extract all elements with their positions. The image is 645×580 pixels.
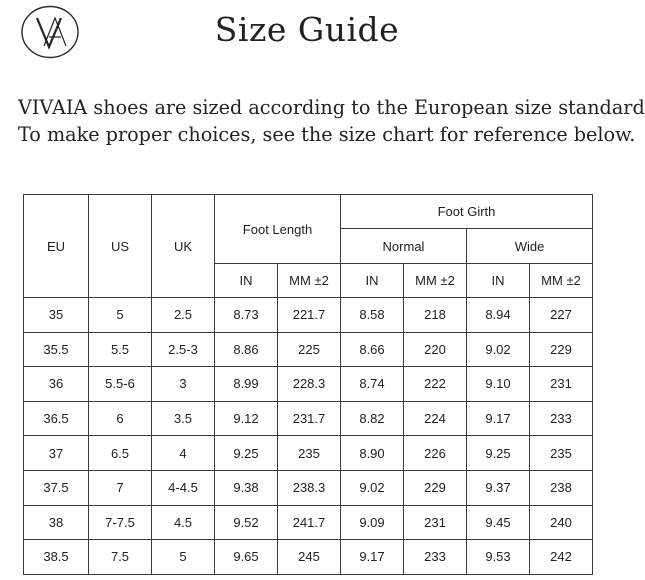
cell-us: 7-7.5 — [89, 505, 152, 540]
cell-normal-mm: 231 — [404, 505, 467, 540]
header-normal-mm: MM ±2 — [404, 264, 467, 298]
cell-wide-mm: 240 — [530, 505, 593, 540]
cell-wide-in: 9.53 — [467, 540, 530, 575]
cell-wide-in: 9.17 — [467, 401, 530, 436]
table-row — [24, 540, 593, 575]
cell-us: 5.5-6 — [89, 367, 152, 402]
cell-eu: 36 — [24, 367, 89, 402]
cell-eu: 38.5 — [24, 540, 89, 575]
cell-uk: 2.5-3 — [152, 332, 215, 367]
cell-length-mm: 225 — [278, 332, 341, 367]
cell-uk: 3.5 — [152, 401, 215, 436]
cell-us: 7.5 — [89, 540, 152, 575]
header-eu: EU — [24, 195, 89, 298]
cell-uk: 3 — [152, 367, 215, 402]
cell-length-in: 9.38 — [215, 470, 278, 505]
cell-eu: 37 — [24, 436, 89, 471]
cell-length-in: 9.25 — [215, 436, 278, 471]
cell-normal-in: 9.09 — [341, 505, 404, 540]
cell-wide-mm: 238 — [530, 470, 593, 505]
cell-length-mm: 241.7 — [278, 505, 341, 540]
size-table — [23, 194, 593, 575]
cell-wide-in: 9.37 — [467, 470, 530, 505]
cell-eu: 36.5 — [24, 401, 89, 436]
cell-uk: 2.5 — [152, 298, 215, 333]
table-row — [24, 470, 593, 505]
cell-length-in: 8.86 — [215, 332, 278, 367]
cell-length-mm: 221.7 — [278, 298, 341, 333]
cell-normal-mm: 224 — [404, 401, 467, 436]
header-normal: Normal — [341, 229, 467, 264]
cell-eu: 35.5 — [24, 332, 89, 367]
cell-wide-in: 8.94 — [467, 298, 530, 333]
cell-wide-mm: 242 — [530, 540, 593, 575]
cell-wide-in: 9.10 — [467, 367, 530, 402]
cell-eu: 37.5 — [24, 470, 89, 505]
table-row — [24, 505, 593, 540]
cell-length-in: 8.99 — [215, 367, 278, 402]
table-row — [24, 401, 593, 436]
cell-wide-mm: 227 — [530, 298, 593, 333]
cell-length-in: 9.52 — [215, 505, 278, 540]
cell-length-in: 9.12 — [215, 401, 278, 436]
header-foot-girth: Foot Girth — [341, 195, 593, 229]
cell-normal-in: 8.90 — [341, 436, 404, 471]
intro-line-1: VIVAIA shoes are sized according to the European size standard — [18, 96, 645, 119]
cell-uk: 4.5 — [152, 505, 215, 540]
header-foot-length: Foot Length — [215, 195, 341, 264]
cell-length-mm: 238.3 — [278, 470, 341, 505]
cell-normal-mm: 220 — [404, 332, 467, 367]
cell-uk: 4-4.5 — [152, 470, 215, 505]
cell-normal-in: 8.74 — [341, 367, 404, 402]
cell-wide-mm: 231 — [530, 367, 593, 402]
header-wide-in: IN — [467, 264, 530, 298]
cell-wide-mm: 235 — [530, 436, 593, 471]
cell-eu: 35 — [24, 298, 89, 333]
header-length-in: IN — [215, 264, 278, 298]
cell-length-in: 9.65 — [215, 540, 278, 575]
cell-length-mm: 245 — [278, 540, 341, 575]
cell-wide-in: 9.02 — [467, 332, 530, 367]
page-title: Size Guide — [214, 10, 400, 49]
cell-normal-in: 9.17 — [341, 540, 404, 575]
intro-line-2: To make proper choices, see the size chart for reference below. — [18, 123, 636, 146]
table-row — [24, 436, 593, 471]
cell-normal-in: 9.02 — [341, 470, 404, 505]
cell-wide-in: 9.45 — [467, 505, 530, 540]
table-row — [24, 367, 593, 402]
table-row — [24, 332, 593, 367]
header-us: US — [89, 195, 152, 298]
size-chart — [23, 194, 623, 575]
cell-uk: 4 — [152, 436, 215, 471]
cell-wide-mm: 233 — [530, 401, 593, 436]
cell-wide-in: 9.25 — [467, 436, 530, 471]
cell-normal-mm: 218 — [404, 298, 467, 333]
cell-normal-mm: 229 — [404, 470, 467, 505]
cell-normal-mm: 226 — [404, 436, 467, 471]
header-uk: UK — [152, 195, 215, 298]
cell-us: 6.5 — [89, 436, 152, 471]
cell-uk: 5 — [152, 540, 215, 575]
cell-normal-mm: 233 — [404, 540, 467, 575]
cell-us: 7 — [89, 470, 152, 505]
cell-eu: 38 — [24, 505, 89, 540]
cell-us: 6 — [89, 401, 152, 436]
intro-text — [18, 94, 645, 148]
header-wide-mm: MM ±2 — [530, 264, 593, 298]
cell-length-mm: 231.7 — [278, 401, 341, 436]
cell-wide-mm: 229 — [530, 332, 593, 367]
header-normal-in: IN — [341, 264, 404, 298]
cell-length-mm: 228.3 — [278, 367, 341, 402]
header-length-mm: MM ±2 — [278, 264, 341, 298]
cell-us: 5.5 — [89, 332, 152, 367]
cell-length-in: 8.73 — [215, 298, 278, 333]
cell-us: 5 — [89, 298, 152, 333]
header-wide: Wide — [467, 229, 593, 264]
cell-length-mm: 235 — [278, 436, 341, 471]
cell-normal-in: 8.82 — [341, 401, 404, 436]
cell-normal-in: 8.58 — [341, 298, 404, 333]
cell-normal-in: 8.66 — [341, 332, 404, 367]
cell-normal-mm: 222 — [404, 367, 467, 402]
table-row — [24, 298, 593, 333]
